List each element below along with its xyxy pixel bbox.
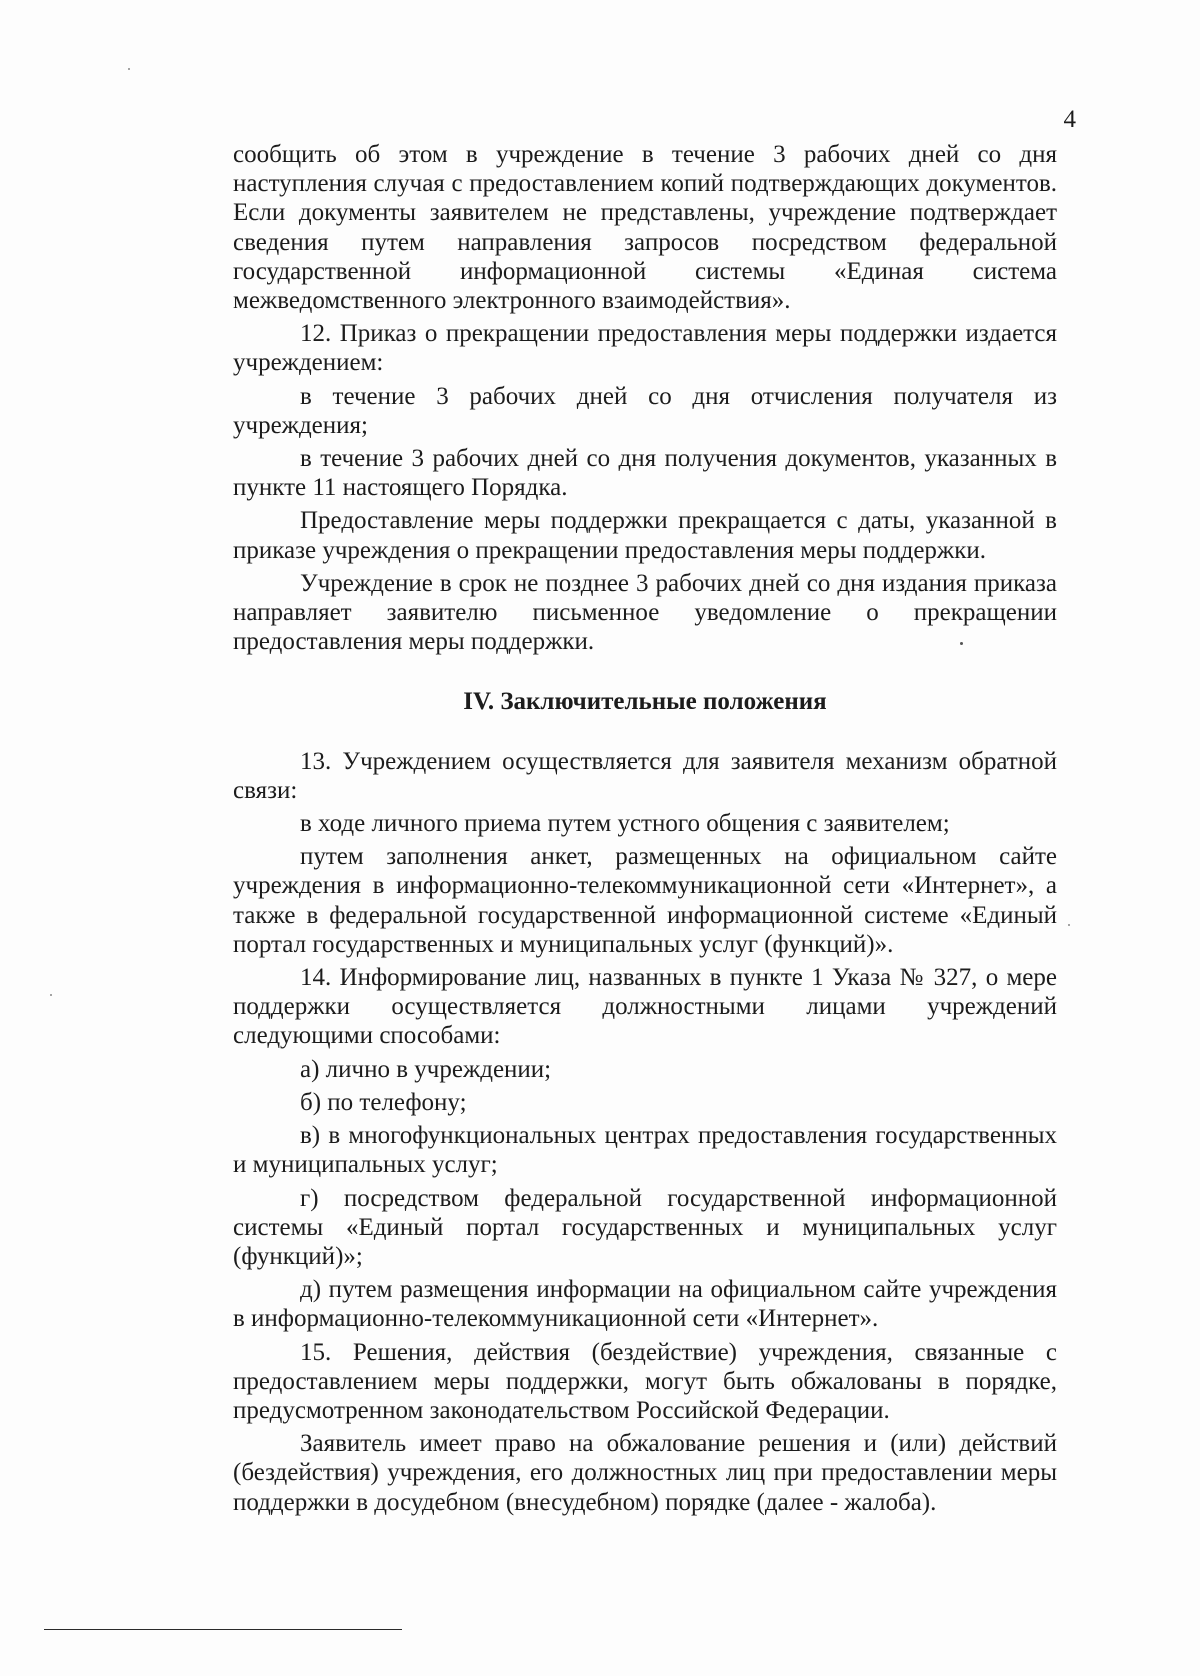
paragraph-questionnaires: путем заполнения анкет, размещенных на официальном сайте учреждения в информационно-телекоммуникационной сети «Интернет», а также в федеральной государственной информационной системе «Единый портал государственных и муниципальных услуг (функций)». <box>233 843 1057 958</box>
paragraph-complaint-right: Заявитель имеет право на обжалование решения и (или) действий (бездействия) учреждения, его должностных лиц при предоставлении меры поддержки в досудебном (внесудебном) порядке (далее - жалоба). <box>233 1430 1057 1516</box>
paragraph-item-15: 15. Решения, действия (бездействие) учреждения, связанные с предоставлением меры поддержки, могут быть обжалованы в порядке, предусмотренном законодательством Российской Федерации. <box>233 1338 1057 1424</box>
paragraph-notification: Учреждение в срок не позднее 3 рабочих дней со дня издания приказа направляет заявителю письменное уведомление о прекращении предоставления меры поддержки. <box>233 569 1057 656</box>
paragraph-continuation: сообщить об этом в учреждение в течение 3 рабочих дней со дня наступления случая с предоставлением копий подтверждающих документов. Если документы заявителем не представлены, учреждение подтверждает сведения путем направления запросов посредством федеральной государственной информационной системы «Единая система межведомственного электронного взаимодействия». <box>233 141 1057 315</box>
paragraph-term-documents: в течение 3 рабочих дней со дня получения документов, указанных в пункте 11 настоящего Порядка. <box>233 445 1057 502</box>
paragraph-item-12: 12. Приказ о прекращении предоставления меры поддержки издается учреждением: <box>233 320 1057 377</box>
paragraph-item-14: 14. Информирование лиц, названных в пункте 1 Указа № 327, о мере поддержки осуществляется должностными лицами учреждений следующими способами: <box>233 964 1057 1050</box>
paragraph-term-expulsion: в течение 3 рабочих дней со дня отчисления получателя из учреждения; <box>233 382 1057 439</box>
footer-rule <box>44 1629 402 1630</box>
paragraph-personal-reception: в ходе личного приема путем устного общения с заявителем; <box>300 810 950 838</box>
list-item-g: г) посредством федеральной государственной информационной системы «Единый портал государственных и муниципальных услуг (функций)»; <box>233 1184 1057 1270</box>
scan-speck <box>960 642 963 645</box>
document-body <box>233 140 1057 1517</box>
scan-speck <box>1068 924 1070 926</box>
section-heading: IV. Заключительные положения <box>463 688 827 716</box>
paragraph-termination-date: Предоставление меры поддержки прекращается с даты, указанной в приказе учреждения о прекращении предоставления меры поддержки. <box>233 507 1057 564</box>
list-item-d: д) путем размещения информации на официальном сайте учреждения в информационно-телекоммуникационной сети «Интернет». <box>233 1276 1057 1333</box>
scan-speck <box>50 994 52 996</box>
list-item-v: в) в многофункциональных центрах предоставления государственных и муниципальных услуг; <box>233 1122 1057 1179</box>
list-item-b: б) по телефону; <box>300 1088 467 1116</box>
page-number: 4 <box>1063 106 1076 133</box>
paragraph-item-13: 13. Учреждением осуществляется для заявителя механизм обратной связи: <box>233 747 1057 804</box>
scan-speck <box>128 68 130 70</box>
list-item-a: а) лично в учреждении; <box>300 1055 552 1083</box>
